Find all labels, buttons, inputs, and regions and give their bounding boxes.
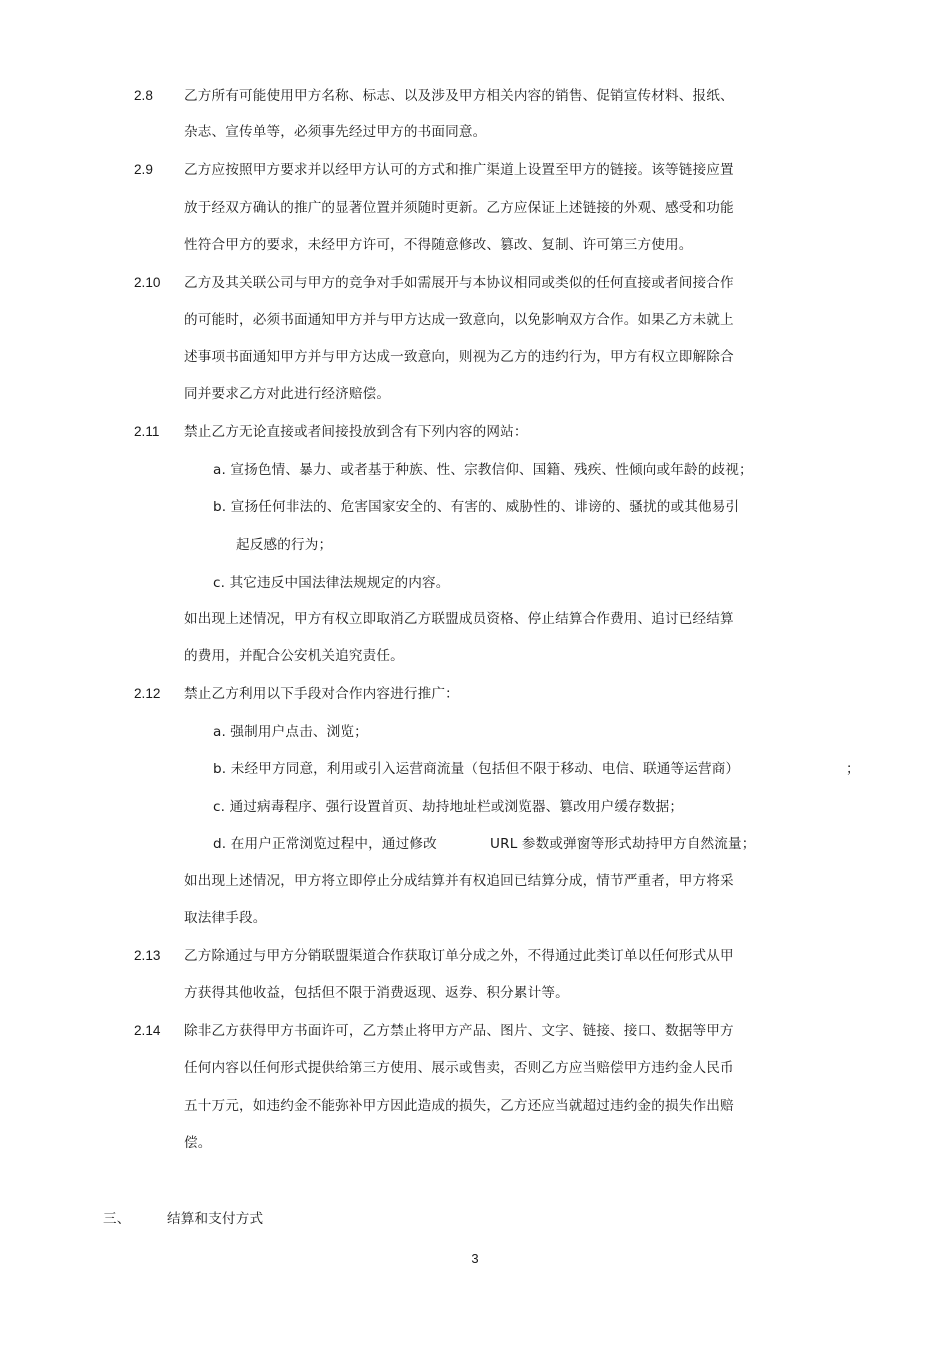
clause-2-8-line-2: 杂志、宣传单等，必须事先经过甲方的书面同意。 xyxy=(184,124,487,140)
section-title: 结算和支付方式 xyxy=(167,1211,264,1227)
clause-2-12-item-d-cont: URL 参数或弹窗等形式劫持甲方自然流量； xyxy=(490,836,756,852)
clause-2-10-line-2: 的可能时，必须书面通知甲方并与甲方达成一致意向，以免影响双方合作。如果乙方未就上 xyxy=(184,312,734,328)
clause-2-12-item-c: c. 通过病毒程序、强行设置首页、劫持地址栏或浏览器、篡改用户缓存数据； xyxy=(213,799,684,815)
clause-2-12-outro-line-1: 如出现上述情况，甲方将立即停止分成结算并有权追回已结算分成，情节严重者，甲方将采 xyxy=(184,873,734,889)
page-number: 3 xyxy=(471,1251,479,1266)
clause-2-13-line-2: 方获得其他收益，包括但不限于消费返现、返券、积分累计等。 xyxy=(184,985,569,1001)
clause-2-12-outro-line-2: 取法律手段。 xyxy=(184,910,267,926)
clause-2-10-line-3: 述事项书面通知甲方并与甲方达成一致意向，则视为乙方的违约行为，甲方有权立即解除合 xyxy=(184,349,734,365)
clause-number: 2.14 xyxy=(134,1023,161,1038)
clause-2-11-outro-line-2: 的费用，并配合公安机关追究责任。 xyxy=(184,648,404,664)
clause-2-11-item-a: a. 宣扬色情、暴力、或者基于种族、性、宗教信仰、国籍、残疾、性倾向或年龄的歧视； xyxy=(213,462,753,478)
clause-2-11-intro: 禁止乙方无论直接或者间接投放到含有下列内容的网站： xyxy=(184,424,528,440)
clause-2-9-line-3: 性符合甲方的要求，未经甲方许可，不得随意修改、篡改、复制、许可第三方使用。 xyxy=(184,237,693,253)
clause-2-14-line-2: 任何内容以任何形式提供给第三方使用、展示或售卖，否则乙方应当赔偿甲方违约金人民币 xyxy=(184,1060,734,1076)
clause-2-10-line-4: 同并要求乙方对此进行经济赔偿。 xyxy=(184,386,391,402)
clause-2-9-line-1: 乙方应按照甲方要求并以经甲方认可的方式和推广渠道上设置至甲方的链接。该等链接应置 xyxy=(184,162,734,178)
clause-2-12-item-d: d. 在用户正常浏览过程中，通过修改 xyxy=(213,836,437,852)
clause-2-11-item-b: b. 宣扬任何非法的、危害国家安全的、有害的、威胁性的、诽谤的、骚扰的或其他易引 xyxy=(213,499,740,515)
clause-2-11-item-b-cont: 起反感的行为； xyxy=(236,537,333,553)
clause-number: 2.12 xyxy=(134,686,161,701)
clause-number: 2.11 xyxy=(134,424,160,439)
clause-2-14-line-1: 除非乙方获得甲方书面许可，乙方禁止将甲方产品、图片、文字、链接、接口、数据等甲方 xyxy=(184,1023,734,1039)
clause-2-11-outro-line-1: 如出现上述情况，甲方有权立即取消乙方联盟成员资格、停止结算合作费用、追讨已经结算 xyxy=(184,611,734,627)
clause-2-10-line-1: 乙方及其关联公司与甲方的竞争对手如需展开与本协议相同或类似的任何直接或者间接合作 xyxy=(184,275,734,291)
clause-2-11-item-c: c. 其它违反中国法律法规规定的内容。 xyxy=(213,575,450,591)
clause-number: 2.10 xyxy=(134,275,161,290)
clause-number: 2.9 xyxy=(134,162,153,177)
clause-2-12-intro: 禁止乙方利用以下手段对合作内容进行推广： xyxy=(184,686,459,702)
clause-2-14-line-3: 五十万元，如违约金不能弥补甲方因此造成的损失，乙方还应当就超过违约金的损失作出赔 xyxy=(184,1098,734,1114)
clause-2-12-item-b-semicolon: ； xyxy=(846,761,860,777)
clause-2-12-item-b: b. 未经甲方同意，利用或引入运营商流量（包括但不限于移动、电信、联通等运营商） xyxy=(213,761,740,777)
clause-2-12-item-a: a. 强制用户点击、浏览； xyxy=(213,724,368,740)
clause-2-9-line-2: 放于经双方确认的推广的显著位置并须随时更新。乙方应保证上述链接的外观、感受和功能 xyxy=(184,200,734,216)
clause-number: 2.8 xyxy=(134,88,153,103)
section-number: 三、 xyxy=(103,1211,131,1227)
clause-number: 2.13 xyxy=(134,948,161,963)
clause-2-14-line-4: 偿。 xyxy=(184,1135,212,1151)
clause-2-8-line-1: 乙方所有可能使用甲方名称、标志、以及涉及甲方相关内容的销售、促销宣传材料、报纸、 xyxy=(184,88,734,104)
clause-2-13-line-1: 乙方除通过与甲方分销联盟渠道合作获取订单分成之外，不得通过此类订单以任何形式从甲 xyxy=(184,948,734,964)
